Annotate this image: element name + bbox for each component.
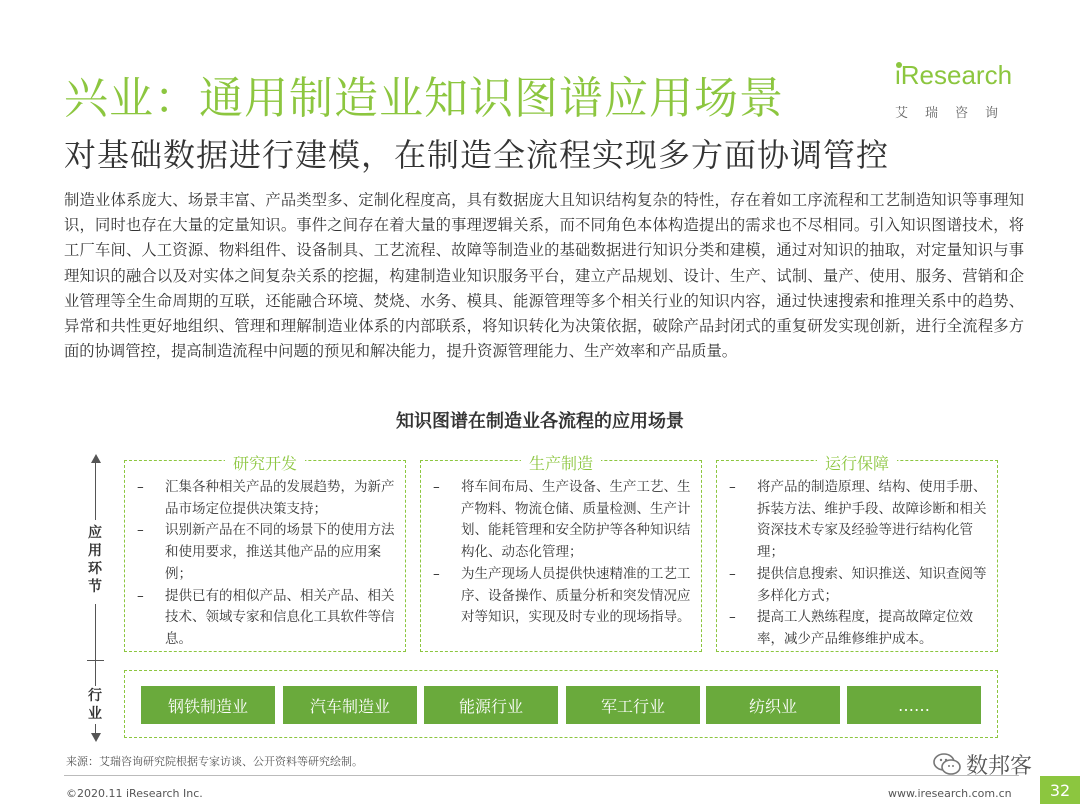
list-item: – 将产品的制造原理、结构、使用手册、拆装方法、维护手段、故障诊断和相关资深技术专家及经验等进行结构化管理；	[729, 479, 987, 561]
iresearch-logo	[895, 60, 1035, 130]
industry-more: ……	[847, 686, 981, 724]
column-research	[124, 454, 406, 652]
wechat-icon	[932, 751, 962, 777]
industry-military: 军工行业	[566, 686, 700, 724]
axis-arrow-down-icon	[91, 733, 101, 742]
column-list	[729, 477, 989, 651]
source-note: 来源：艾瑞咨询研究院根据专家访谈、公开资料等研究绘制。	[66, 755, 363, 768]
industry-steel: 钢铁制造业	[141, 686, 275, 724]
column-list	[137, 477, 397, 651]
watermark	[932, 748, 1054, 780]
website-link[interactable]: www.iresearch.com.cn	[888, 787, 1012, 800]
axis-label-application: 应用环节	[88, 525, 102, 595]
industry-energy: 能源行业	[424, 686, 558, 724]
axis-line	[95, 462, 96, 520]
list-item: – 将车间布局、生产设备、生产工艺、生产物料、物流仓储、质量检测、生产计划、能耗管理和安全防护等各种知识结构化、动态化管理；	[433, 479, 691, 561]
logo-brand: iResearch	[895, 60, 1013, 90]
axis-tick	[87, 660, 104, 661]
page-subtitle: 对基础数据进行建模，在制造全流程实现多方面协调管控	[64, 136, 890, 174]
column-title: 生产制造	[521, 451, 601, 474]
industry-textile: 纺织业	[706, 686, 840, 724]
industry-auto: 汽车制造业	[283, 686, 417, 724]
page-title: 兴业：通用制造业知识图谱应用场景	[64, 73, 784, 124]
copyright: ©2020.11 iResearch Inc.	[66, 787, 203, 800]
column-list	[433, 477, 693, 629]
list-item: – 汇集各种相关产品的发展趋势，为新产品市场定位提供决策支持；	[137, 479, 395, 517]
page-number: 32	[1040, 776, 1080, 804]
axis-label-industry: 行业	[88, 688, 102, 722]
body-paragraph: 制造业体系庞大、场景丰富、产品类型多、定制化程度高，具有数据庞大且知识结构复杂的特性，存在着如工序流程和工艺制造知识等事理知识，同时也存在大量的定量知识。事件之间存在着大量的事理逻辑关系，而不同角色本体构造提出的需求也不尽相同。引入知识图谱技术，将工厂车间、人工资源、物料组件、设备制具、工艺流程、故障等制造业的基础数据进行知识分类和建模，通过对知识的抽取，对定量知识与事理知识的融合以及对实体之间复杂关系的挖掘，构建制造业知识服务平台，建立产品规划、设计、生产、试制、量产、使用、服务、营销和企业管理等全生命周期的互联，还能融合环境、焚烧、水务、模具、能源管理等多个相关行业的知识内容，通过快速搜索和推理关系中的趋势、异常和共性更好地组织、管理和理解制造业体系的内部联系，将知识转化为决策依据，破除产品封闭式的重复研发实现创新，进行全流程多方面的协调管控，提高制造流程中问题的预见和解决能力，提升资源管理能力、生产效率和产品质量。	[64, 191, 1024, 361]
logo-subtext: 艾瑞咨询	[895, 106, 1016, 121]
column-operations	[716, 454, 998, 652]
axis-arrow-up-icon	[91, 454, 101, 463]
list-item: – 识别新产品在不同的场景下的使用方法和使用要求，推送其他产品的应用案例；	[137, 522, 395, 582]
list-item: – 提高工人熟练程度，提高故障定位效率，减少产品维修维护成本。	[729, 609, 973, 647]
list-item: – 为生产现场人员提供快速精准的工艺工序、设备操作、质量分析和突发情况应对等知识，实现及时专业的现场指导。	[433, 565, 691, 626]
list-item: – 提供信息搜索、知识推送、知识查阅等多样化方式；	[729, 565, 987, 604]
list-item: – 提供已有的相似产品、相关产品、相关技术、领域专家和信息化工具软件等信息。	[137, 587, 395, 647]
diagram-title: 知识图谱在制造业各流程的应用场景	[396, 411, 684, 432]
watermark-text: 数邦客	[966, 753, 1033, 779]
column-title: 运行保障	[817, 451, 897, 474]
column-title: 研究开发	[225, 451, 305, 474]
column-production	[420, 454, 702, 652]
axis-line	[95, 604, 96, 686]
footer-divider	[64, 775, 1019, 776]
